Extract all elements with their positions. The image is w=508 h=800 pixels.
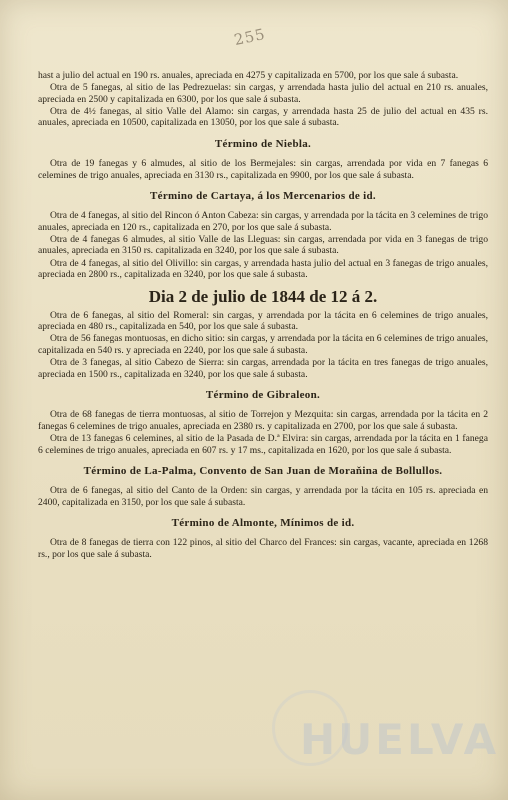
paragraph: Otra de 4 fanegas 6 almudes, al sitio Valle de las Lleguas: sin cargas, arrendada por vida en 3 fanegas de trigo anuales, apreciada en 3150 rs. capitalizada en 3240, por los que sale á subasta. xyxy=(38,233,488,257)
folio-number: 255 xyxy=(232,24,268,50)
paragraph: Otra de 4½ fanegas, al sitio Valle del Alamo: sin cargas, y arrendada hasta 25 de julio del actual en 435 rs. anuales, apreciada en 10500, capitalizada en 13050, por los que sale á subasta. xyxy=(38,105,488,129)
paragraph: Otra de 13 fanegas 6 celemines, al sitio de la Pasada de D.ª Elvira: sin cargas, arrendada por la tácita en 1 fanega 6 celemines de trigo anuales, apreciada en 607 rs. y 17 ms., capitalizada en 1620, por los que sale á subasta. xyxy=(38,432,488,456)
document-body xyxy=(38,70,488,561)
section-heading: Término de Cartaya, á los Mercenarios de id. xyxy=(150,190,376,203)
paragraph: Otra de 56 fanegas montuosas, en dicho sitio: sin cargas, y arrendada por la tácita en 6 celemines de trigo anuales, capitalizada en 540 rs. y apreciada en 2240, por los que sale á subasta. xyxy=(38,333,488,356)
watermark-stamp: HUELVA xyxy=(300,715,500,764)
paragraph: Otra de 6 fanegas, al sitio del Romeral: sin cargas, y arrendada por la tácita en 6 celemines de trigo anuales, apreciada en 480 rs., capitalizada en 540, por los que sale á subasta. xyxy=(38,309,488,333)
paragraph: Otra de 3 fanegas, al sitio Cabezo de Sierra: sin cargas, arrendada por la tácita en tres fanegas de trigo anuales, apreciada en 1500 rs., capitalizada en 3240, por los que sale á subasta. xyxy=(38,357,488,380)
paragraph: Otra de 4 fanegas, al sitio del Rincon ó Anton Cabeza: sin cargas, y arrendada por la tácita en 3 celemines de trigo anuales, apreciada en 120 rs., capitalizada en 270, por los que sale á subasta. xyxy=(38,210,488,233)
paragraph: Otra de 4 fanegas, al sitio del Olivillo: sin cargas, y arrendada hasta julio del actual en 3 fanegas de trigo anuales, apreciada en 2800 rs., capitalizada en 3240, por los que sale á subasta. xyxy=(38,257,488,281)
paragraph: Otra de 6 fanegas, al sitio del Canto de la Orden: sin cargas, y arrendada por la tácita en 105 rs. apreciada en 2400, capitalizada en 3150, por los que sale á subasta. xyxy=(38,485,488,508)
paragraph: Otra de 5 fanegas, al sitio de las Pedrezuelas: sin cargas, y arrendada hasta julio del actual en 210 rs. anuales, apreciada en 2500 y capitalizada en 6300, por los que sale á subasta. xyxy=(38,82,488,105)
section-heading: Término de Almonte, Mínimos de id. xyxy=(171,517,355,530)
section-heading: Término de La-Palma, Convento de San Juan de Moraňina de Bollullos. xyxy=(83,465,443,478)
paragraph: Otra de 19 fanegas y 6 almudes, al sitio de los Bermejales: sin cargas, arrendada por vida en 7 fanegas 6 celemines de trigo anuales, apreciada en 3130 rs., capitalizada en 9900, por los que sale á subasta. xyxy=(38,157,488,181)
section-heading: Término de Gibraleon. xyxy=(205,389,321,402)
paragraph: hast a julio del actual en 190 rs. anuales, apreciada en 4275 y capitalizada en 5700, por los que sale á subasta. xyxy=(38,70,459,81)
section-heading: Término de Niebla. xyxy=(214,137,312,150)
paragraph: Otra de 8 fanegas de tierra con 122 pinos, al sitio del Charco del Frances: sin cargas, vacante, apreciada en 1268 rs., por los que sale á subasta. xyxy=(38,537,488,560)
date-heading: Dia 2 de julio de 1844 de 12 á 2. xyxy=(148,286,378,306)
paragraph: Otra de 68 fanegas de tierra montuosas, al sitio de Torrejon y Mezquita: sin cargas, arrendada por la tácita en 2 fanegas 6 celemines de trigo anuales, apreciada en 2380 rs. y capitalizada en 2700, por los que sale á subasta. xyxy=(38,409,488,432)
